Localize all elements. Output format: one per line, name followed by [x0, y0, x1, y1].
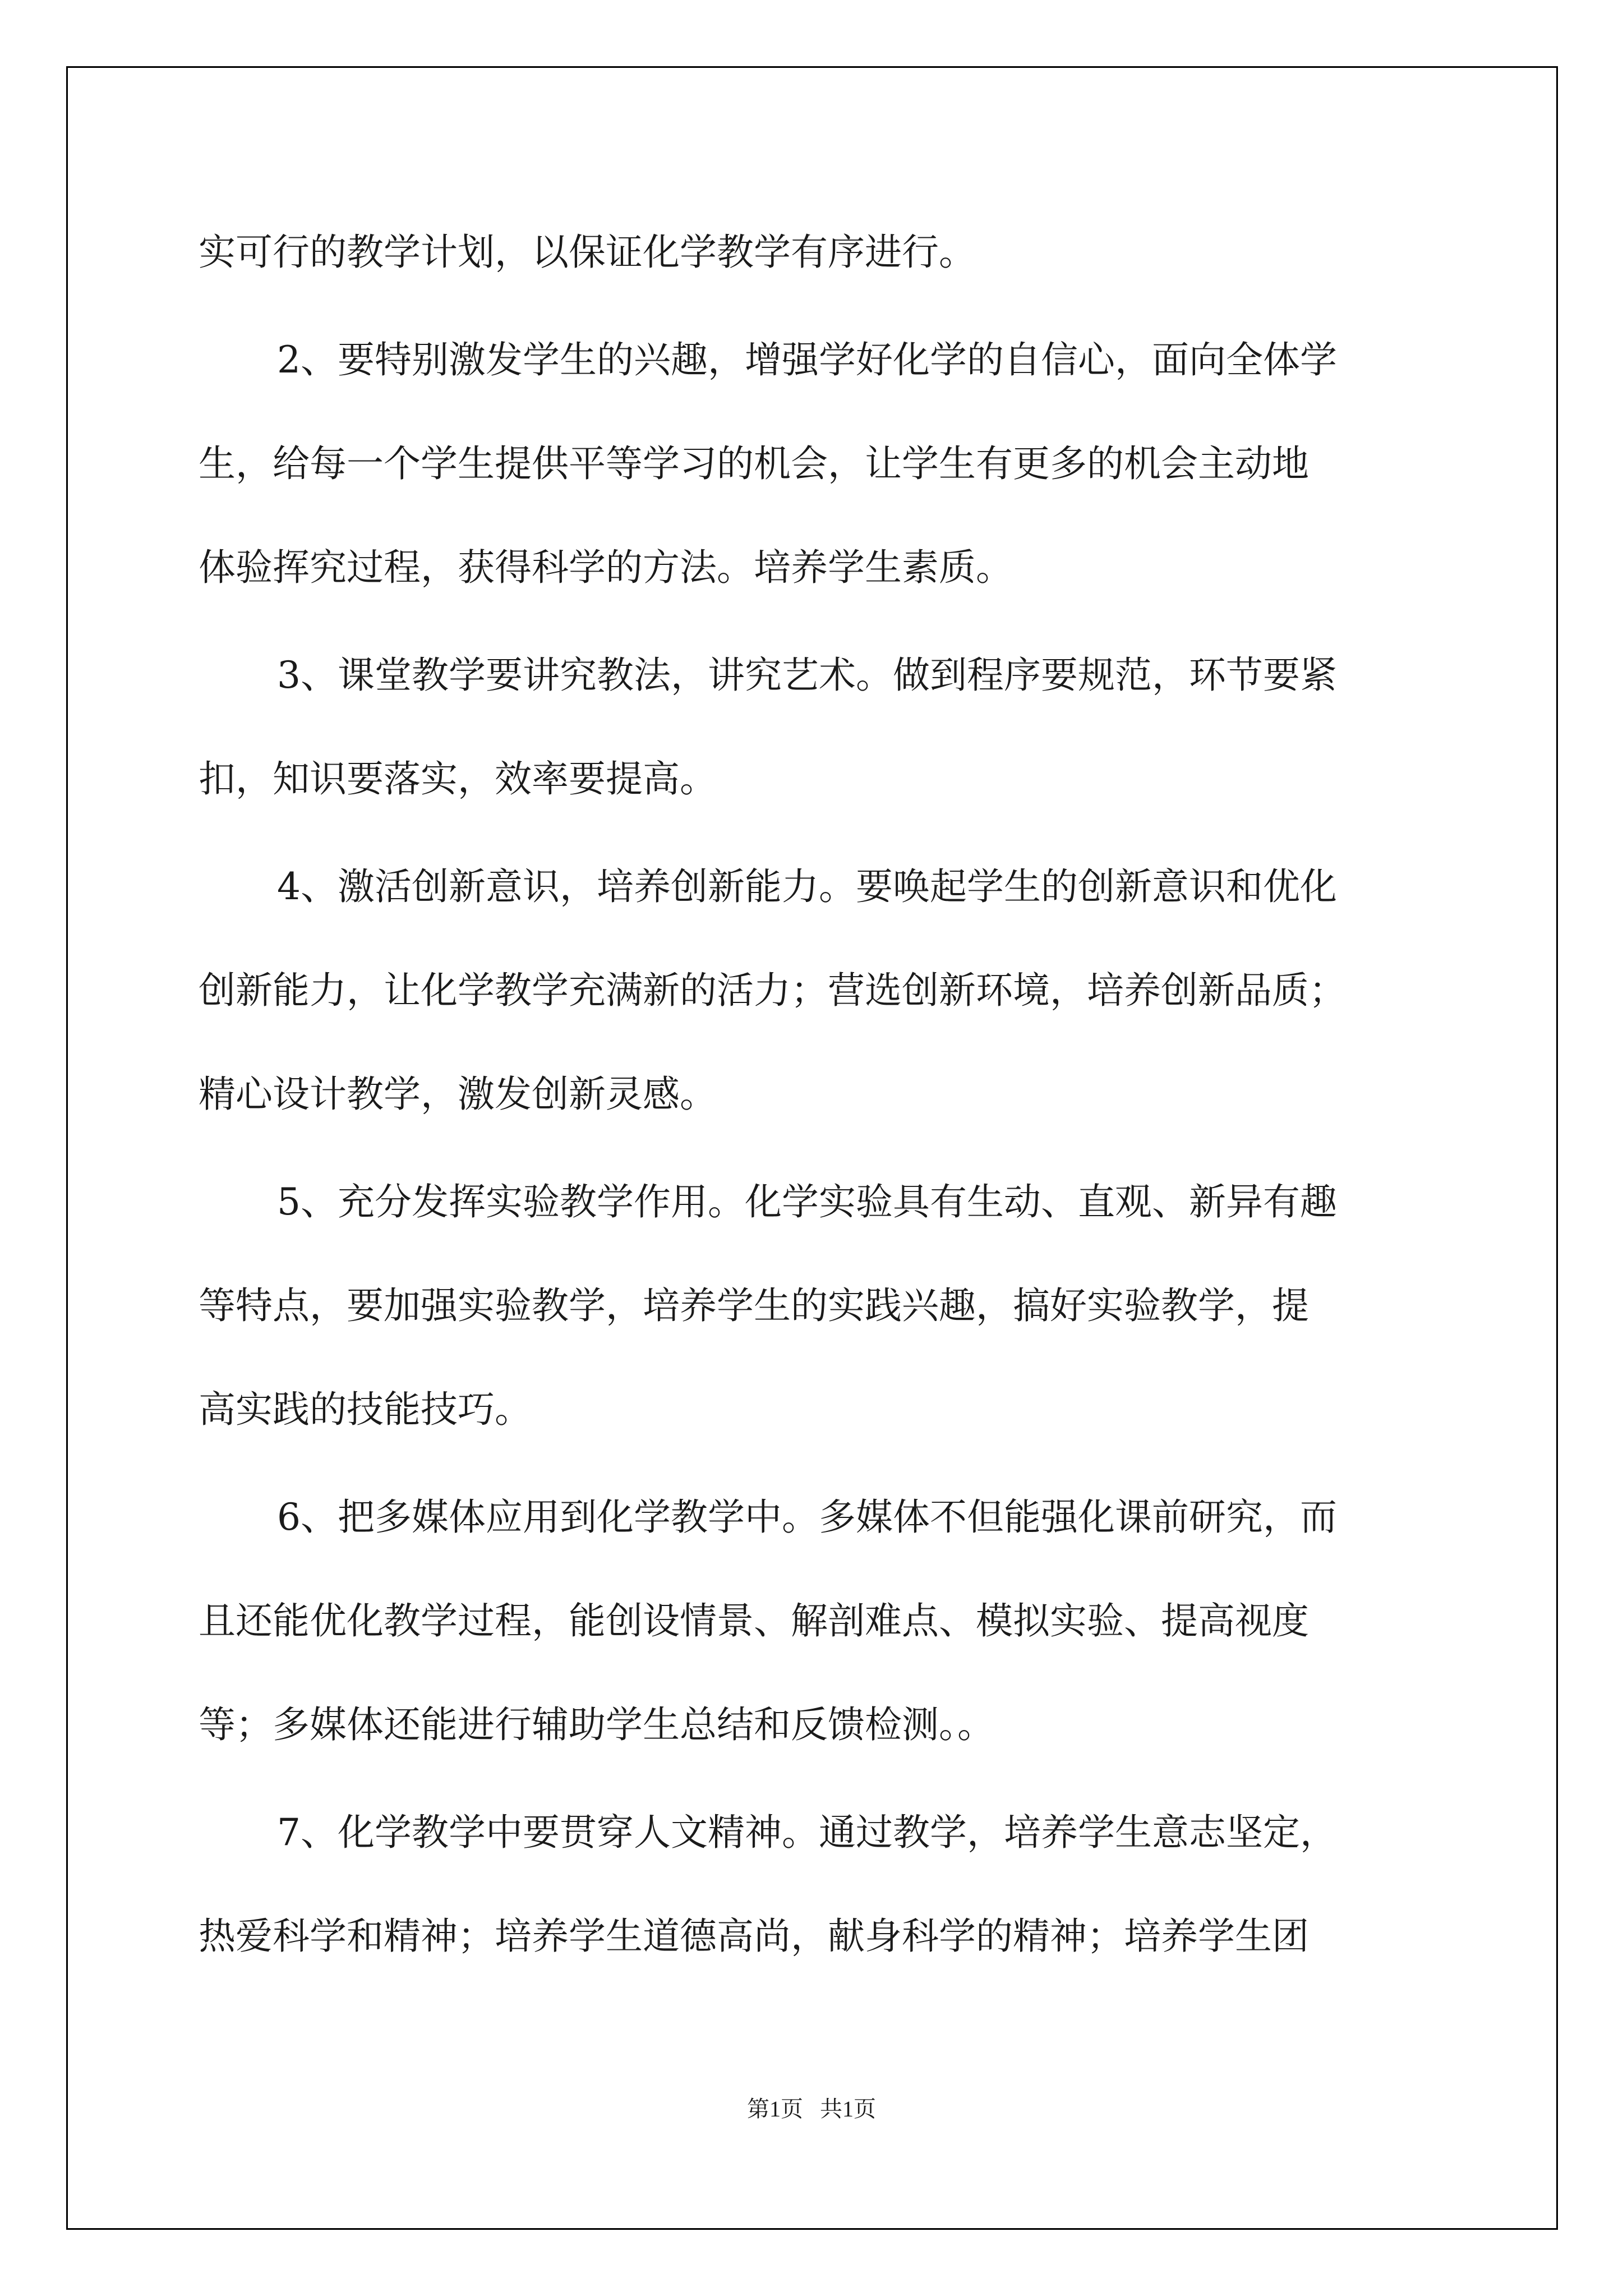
paragraph-line: 高实践的技能技巧。 — [199, 1388, 532, 1431]
paragraph-line: 6、把多媒体应用到化学教学中。多媒体不但能强化课前研究，而 — [277, 1496, 1337, 1539]
paragraph-line: 3、课堂教学要讲究教法，讲究艺术。做到程序要规范，环节要紧 — [277, 654, 1337, 697]
paragraph-line: 实可行的教学计划，以保证化学教学有序进行。 — [199, 231, 976, 274]
paragraph-line: 5、充分发挥实验教学作用。化学实验具有生动、直观、新异有趣 — [277, 1180, 1337, 1223]
page-border — [66, 66, 1558, 2230]
paragraph-line: 生，给每一个学生提供平等学习的机会，让学生有更多的机会主动地 — [199, 442, 1309, 485]
paragraph-line: 热爱科学和精神；培养学生道德高尚，献身科学的精神；培养学生团 — [199, 1915, 1309, 1958]
paragraph-line: 等；多媒体还能进行辅助学生总结和反馈检测。。 — [199, 1703, 994, 1746]
paragraph-line: 体验挥究过程，获得科学的方法。培养学生素质。 — [199, 546, 1013, 589]
paragraph-line: 且还能优化教学过程，能创设情景、解剖难点、模拟实验、提高视度 — [199, 1599, 1309, 1642]
paragraph-line: 等特点，要加强实验教学，培养学生的实践兴趣，搞好实验教学，提 — [199, 1284, 1309, 1327]
paragraph-line: 7、化学教学中要贯穿人文精神。通过教学，培养学生意志坚定， — [277, 1811, 1337, 1854]
paragraph-line: 精心设计教学，激发创新灵感。 — [199, 1073, 717, 1116]
paragraph-line: 4、激活创新意识，培养创新能力。要唤起学生的创新意识和优化 — [277, 865, 1337, 908]
page-number-footer: 第1页 共1页 — [747, 2096, 876, 2122]
paragraph-line: 2、要特别激发学生的兴趣，增强学好化学的自信心，面向全体学 — [277, 338, 1337, 381]
paragraph-line: 创新能力，让化学教学充满新的活力；营选创新环境，培养创新品质； — [199, 969, 1346, 1012]
paragraph-line: 扣，知识要落实，效率要提高。 — [199, 757, 717, 800]
